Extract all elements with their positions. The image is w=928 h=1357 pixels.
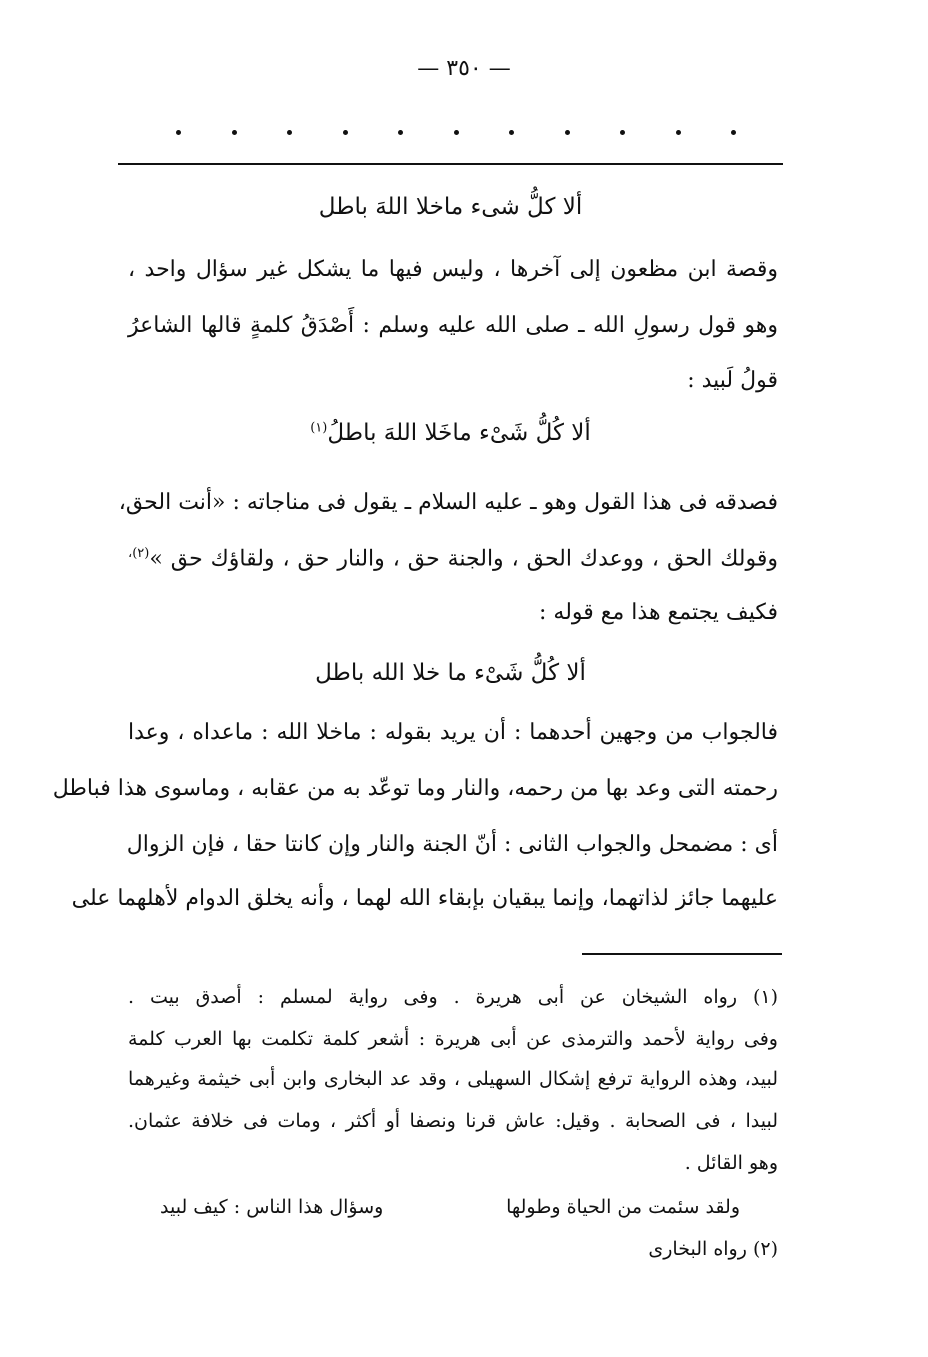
- paragraph-2-line-2-text: وقولك الحق ، ووعدك الحق ، والجنة حق ، والنار حق ، ولقاؤك حق »: [149, 546, 778, 572]
- divider-dot: [509, 130, 514, 135]
- divider-dot: [565, 130, 570, 135]
- paragraph-2-line-1: فصدقه فى هذا القول وهو ـ عليه السلام ـ يقول فى مناجاته : «أنت الحق،: [118, 490, 778, 515]
- divider-dot: [398, 130, 403, 135]
- paragraph-1-line-1: وقصة ابن مظعون إلى آخرها ، وليس فيها ما يشكل غير سؤال واحد ،: [128, 257, 778, 282]
- verse-2: [118, 420, 783, 446]
- footnote-line-2: وفى رواية لأحمد والترمذى عن أبى هريرة : أشعر كلمة تكلمت بها العرب كلمة: [128, 1028, 778, 1050]
- footnote-rule: [582, 953, 782, 955]
- footnote-poem: [160, 1196, 740, 1218]
- verse-1: ألا كلُّ شىء ماخلا اللهَ باطل: [318, 194, 583, 220]
- page-number: — ٣٥٠ —: [417, 56, 511, 81]
- divider-dot: [176, 130, 181, 135]
- divider-dot: [343, 130, 348, 135]
- footnote-ref-1: (١): [310, 420, 328, 436]
- header-rule: [118, 163, 783, 165]
- footnote-line-4: لبيدا ، فى الصحابة . وقيل: عاش قرنا ونصفا أو أكثر ، ومات فى خلافة عثمان.: [128, 1110, 778, 1132]
- paragraph-3-line-3: أى : مضمحل والجواب الثانى : أنّ الجنة والنار وإن كانتا حقا ، فإن الزوال: [126, 832, 778, 857]
- paragraph-1-line-3: قولُ لَبيد :: [687, 368, 778, 393]
- paragraph-1-line-2: وهو قول رسولِ الله ـ صلى الله عليه وسلم : أَصْدَقُ كلمةٍ قالها الشاعرُ: [128, 313, 778, 338]
- paragraph-2-line-2: [128, 546, 778, 571]
- divider-dot: [731, 130, 736, 135]
- divider-dot: [287, 130, 292, 135]
- footnote-line-3: لبيد، وهذه الرواية ترفع إشكال السهيلى ، وقد عد البخارى وابن أبى خيثمة وغيرهما: [128, 1068, 778, 1090]
- footnote-ref-2: (٢)،: [128, 546, 150, 561]
- divider-dot: [232, 130, 237, 135]
- paragraph-3-line-2: رحمته التى وعد بها من رحمه، والنار وما توعّد به من عقابه ، وماسوى هذا فباطل: [52, 776, 778, 801]
- divider-dot: [620, 130, 625, 135]
- poem-hemistich-1: ولقد سئمت من الحياة وطولها: [506, 1196, 740, 1218]
- divider-dot: [454, 130, 459, 135]
- footnote-2: (٢) رواه البخارى: [648, 1238, 778, 1260]
- poem-hemistich-2: وسؤال هذا الناس : كيف لبيد: [160, 1196, 384, 1218]
- section-divider-dots: [176, 130, 736, 135]
- paragraph-3-line-1: فالجواب من وجهين أحدهما : أن يريد بقوله : ماخلا الله : ماعداه ، وعدا: [128, 720, 778, 745]
- footnote-line-5: وهو القائل .: [684, 1152, 778, 1174]
- verse-2-text: ألا كُلُّ شَىْء ماخَلا اللهَ باطلُ: [327, 420, 591, 446]
- paragraph-2-line-3: فكيف يجتمع هذا مع قوله :: [539, 600, 778, 625]
- verse-3: ألا كُلُّ شَىْء ما خلا الله باطل: [315, 660, 586, 686]
- footnote-line-1: (١) رواه الشيخان عن أبى هريرة . وفى رواية لمسلم : أصدق بيت .: [128, 986, 778, 1008]
- paragraph-3-line-4: عليهما جائز لذاتهما، وإنما يبقيان بإبقاء الله لهما ، وأنه يخلق الدوام لأهلهما على: [71, 886, 778, 911]
- divider-dot: [676, 130, 681, 135]
